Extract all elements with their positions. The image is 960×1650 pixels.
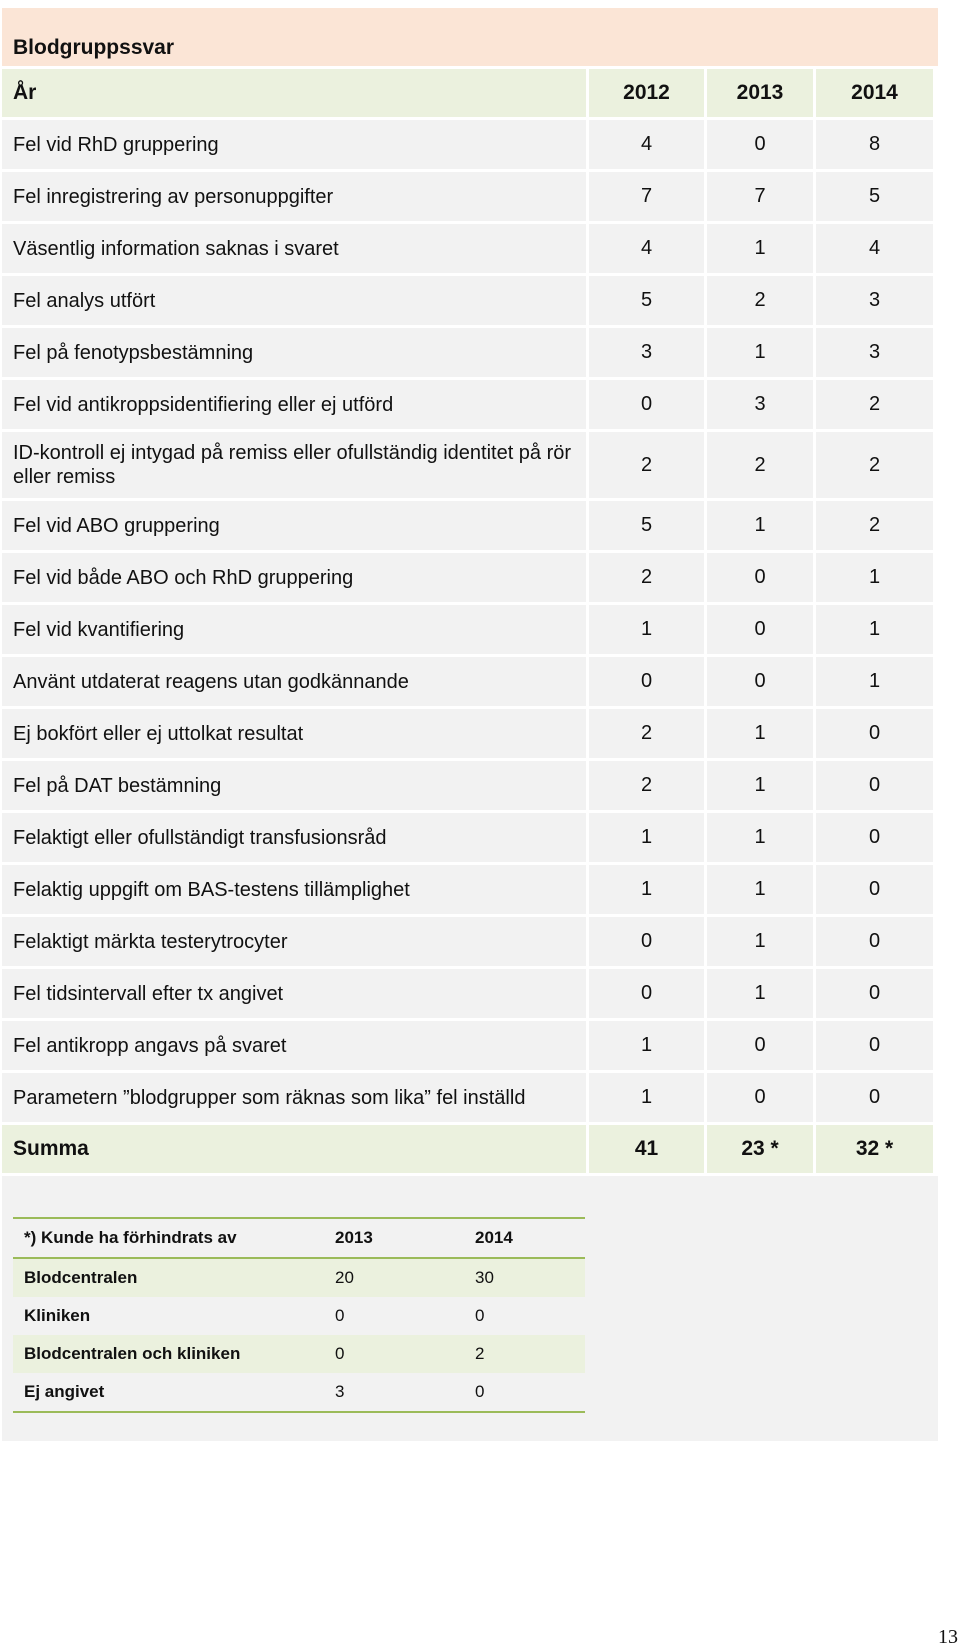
row-label: Fel inregistrering av personuppgifter: [2, 172, 586, 221]
row-label: Felaktigt märkta testerytrocyter: [2, 917, 586, 966]
subtable-value-2014: 0: [475, 1382, 485, 1401]
table-sum-row: [2, 1125, 938, 1173]
table-row: [2, 380, 938, 429]
row-label: Felaktigt eller ofullständigt transfusionsråd: [2, 813, 586, 862]
table-row: [2, 761, 938, 810]
table-header-row: [2, 69, 938, 117]
row-value-2014: 0: [816, 761, 933, 810]
row-value-2014: 1: [816, 657, 933, 706]
row-value-2013: 7: [707, 172, 813, 221]
subtable-value-2013: 0: [335, 1344, 345, 1363]
row-value-2013: 1: [707, 224, 813, 273]
row-label: Fel på DAT bestämning: [2, 761, 586, 810]
row-value-2013: 0: [707, 605, 813, 654]
row-value-2012: 5: [589, 276, 704, 325]
subtable-row-label: Kliniken: [24, 1306, 91, 1325]
subtable-header-2013: 2013: [335, 1228, 373, 1247]
row-value-2012: 7: [589, 172, 704, 221]
row-label: ID-kontroll ej intygad på remiss eller ofullständig identitet på rör eller remiss: [2, 432, 586, 498]
row-value-2013: 1: [707, 501, 813, 550]
table-row: [2, 969, 938, 1018]
table-row: [2, 1073, 938, 1122]
subtable-value-2014: 0: [475, 1306, 485, 1325]
row-label: Fel vid kvantifiering: [2, 605, 586, 654]
row-label: Parametern ”blodgrupper som räknas som lika” fel inställd: [2, 1073, 586, 1122]
row-value-2014: 0: [816, 1073, 933, 1122]
footnote-box: [2, 1176, 938, 1441]
row-label: Fel vid antikroppsidentifiering eller ej utförd: [2, 380, 586, 429]
table-row: [2, 501, 938, 550]
row-value-2014: 0: [816, 917, 933, 966]
row-label: Väsentlig information saknas i svaret: [2, 224, 586, 273]
subtable-row-label: Ej angivet: [24, 1382, 105, 1401]
subtable-value-2014: 30: [475, 1268, 494, 1287]
table-title: Blodgruppssvar: [2, 8, 938, 66]
row-value-2014: 3: [816, 328, 933, 377]
row-label: Fel vid både ABO och RhD gruppering: [2, 553, 586, 602]
row-value-2012: 1: [589, 865, 704, 914]
row-value-2014: 0: [816, 813, 933, 862]
row-value-2013: 0: [707, 1021, 813, 1070]
row-value-2014: 0: [816, 865, 933, 914]
blodgruppssvar-table: [2, 8, 938, 1441]
row-value-2012: 2: [589, 432, 704, 498]
row-value-2012: 4: [589, 224, 704, 273]
table-row: [2, 276, 938, 325]
row-value-2014: 3: [816, 276, 933, 325]
table-row: [2, 432, 938, 498]
row-label: Fel på fenotypsbestämning: [2, 328, 586, 377]
row-value-2012: 3: [589, 328, 704, 377]
row-value-2013: 3: [707, 380, 813, 429]
row-value-2012: 0: [589, 969, 704, 1018]
subtable-value-2013: 0: [335, 1306, 345, 1325]
row-value-2014: 1: [816, 553, 933, 602]
subtable-value-2014: 2: [475, 1344, 485, 1363]
sum-2012: 41: [589, 1125, 704, 1173]
row-label: Fel analys utfört: [2, 276, 586, 325]
row-value-2012: 2: [589, 553, 704, 602]
row-value-2013: 1: [707, 761, 813, 810]
row-value-2013: 1: [707, 709, 813, 758]
row-value-2014: 2: [816, 501, 933, 550]
table-row: [2, 172, 938, 221]
row-value-2013: 0: [707, 553, 813, 602]
subtable-header-2014: 2014: [475, 1228, 513, 1247]
row-value-2013: 1: [707, 813, 813, 862]
table-row: [2, 120, 938, 169]
row-value-2014: 0: [816, 969, 933, 1018]
subtable-body: [13, 1259, 585, 1411]
subtable-row: [13, 1259, 585, 1297]
row-value-2014: 0: [816, 709, 933, 758]
prevention-subtable: [13, 1217, 585, 1413]
row-value-2012: 4: [589, 120, 704, 169]
row-label: Felaktig uppgift om BAS-testens tillämplighet: [2, 865, 586, 914]
row-value-2012: 5: [589, 501, 704, 550]
row-label: Ej bokfört eller ej uttolkat resultat: [2, 709, 586, 758]
sum-2013: 23 *: [707, 1125, 813, 1173]
subtable-row: [13, 1335, 585, 1373]
row-value-2013: 2: [707, 432, 813, 498]
table-row: [2, 709, 938, 758]
row-value-2013: 1: [707, 917, 813, 966]
row-value-2013: 2: [707, 276, 813, 325]
table-row: [2, 1021, 938, 1070]
header-label: År: [2, 69, 586, 117]
table-row: [2, 813, 938, 862]
subtable-row: [13, 1297, 585, 1335]
row-value-2014: 2: [816, 432, 933, 498]
subtable-header-row: [13, 1219, 585, 1259]
row-label: Fel tidsintervall efter tx angivet: [2, 969, 586, 1018]
subtable-row: [13, 1373, 585, 1411]
sum-2014: 32 *: [816, 1125, 933, 1173]
table-row: [2, 657, 938, 706]
row-label: Fel antikropp angavs på svaret: [2, 1021, 586, 1070]
row-value-2012: 0: [589, 657, 704, 706]
subtable-value-2013: 20: [335, 1268, 354, 1287]
row-value-2012: 1: [589, 813, 704, 862]
subtable-row-label: Blodcentralen: [24, 1268, 138, 1287]
row-value-2012: 1: [589, 1021, 704, 1070]
row-value-2012: 2: [589, 709, 704, 758]
row-label: Fel vid RhD gruppering: [2, 120, 586, 169]
header-year-2013: 2013: [707, 69, 813, 117]
row-value-2013: 1: [707, 865, 813, 914]
table-row: [2, 553, 938, 602]
header-year-2014: 2014: [816, 69, 933, 117]
row-value-2012: 0: [589, 917, 704, 966]
row-value-2014: 8: [816, 120, 933, 169]
subtable-value-2013: 3: [335, 1382, 345, 1401]
page-number: 13: [938, 1626, 958, 1648]
table-row: [2, 224, 938, 273]
row-value-2014: 2: [816, 380, 933, 429]
row-value-2012: 0: [589, 380, 704, 429]
header-year-2012: 2012: [589, 69, 704, 117]
table-row: [2, 917, 938, 966]
row-value-2014: 5: [816, 172, 933, 221]
subtable-header-label: *) Kunde ha förhindrats av: [24, 1228, 237, 1247]
table-body: [2, 120, 938, 1122]
subtable-row-label: Blodcentralen och kliniken: [24, 1344, 241, 1363]
sum-label: Summa: [2, 1125, 586, 1173]
table-row: [2, 865, 938, 914]
row-value-2012: 1: [589, 605, 704, 654]
row-value-2014: 0: [816, 1021, 933, 1070]
row-value-2014: 4: [816, 224, 933, 273]
row-value-2013: 0: [707, 657, 813, 706]
row-label: Fel vid ABO gruppering: [2, 501, 586, 550]
row-value-2013: 1: [707, 328, 813, 377]
row-label: Använt utdaterat reagens utan godkännande: [2, 657, 586, 706]
row-value-2013: 1: [707, 969, 813, 1018]
table-row: [2, 605, 938, 654]
row-value-2013: 0: [707, 120, 813, 169]
row-value-2013: 0: [707, 1073, 813, 1122]
row-value-2014: 1: [816, 605, 933, 654]
row-value-2012: 2: [589, 761, 704, 810]
row-value-2012: 1: [589, 1073, 704, 1122]
table-row: [2, 328, 938, 377]
